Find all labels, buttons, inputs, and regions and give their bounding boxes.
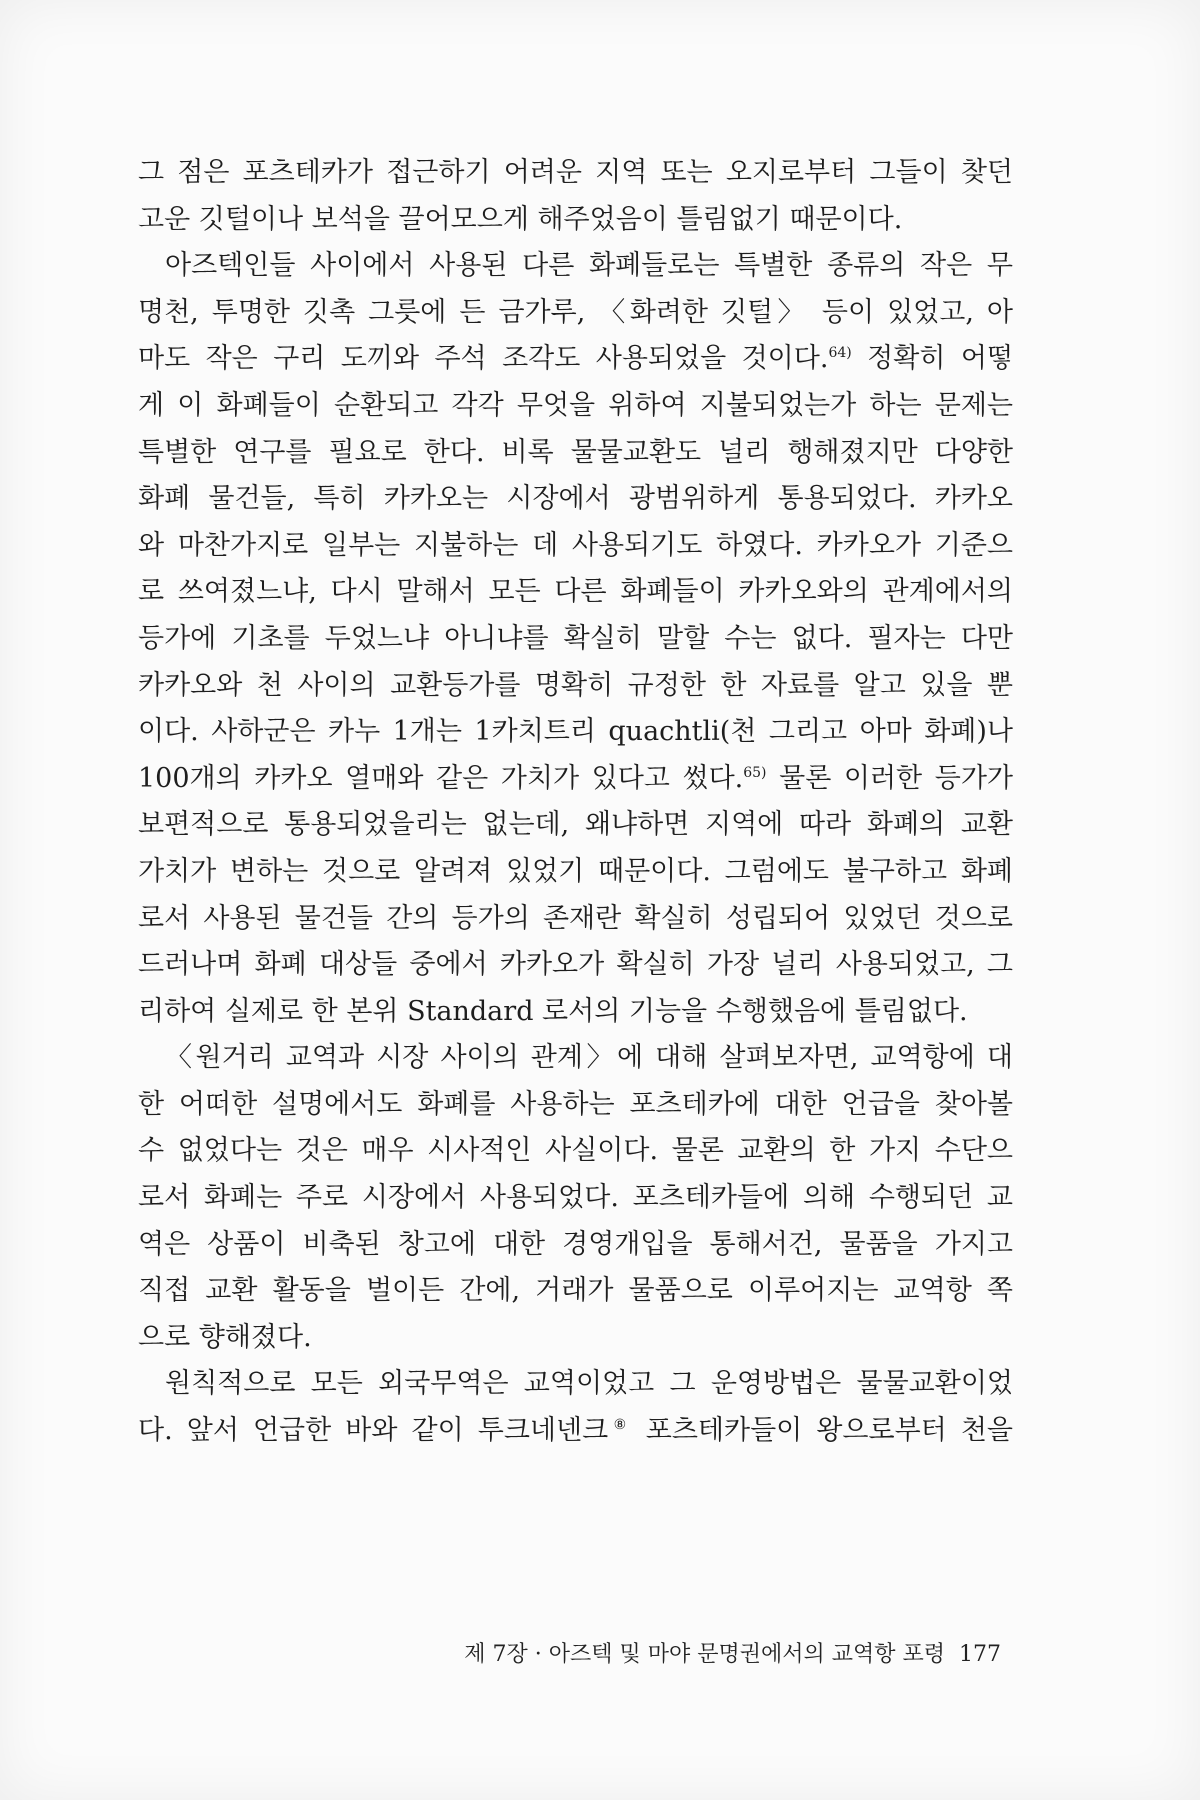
line-text: 으로 향해졌다. — [138, 1321, 312, 1353]
body-text — [138, 150, 1013, 1455]
line-text: 특별한 연구를 필요로 한다. 비록 물물교환도 널리 행해졌지만 다양한 — [138, 436, 1013, 468]
line-text: 마도 작은 구리 도끼와 주석 조각도 사용되었을 것이다. — [138, 343, 829, 375]
line-text: 명천, 투명한 깃촉 그릇에 든 금가루, 〈화려한 깃털〉 등이 있었고, 아 — [138, 296, 1013, 328]
line-text: 가치가 변하는 것으로 알려져 있었기 때문이다. 그럼에도 불구하고 화폐 — [138, 855, 1013, 887]
line-text: 수 없었다는 것은 매우 시사적인 사실이다. 물론 교환의 한 가지 수단으 — [138, 1135, 1013, 1167]
text-line — [138, 569, 1013, 616]
line-text: 아즈텍인들 사이에서 사용된 다른 화폐들로는 특별한 종류의 작은 무 — [165, 250, 1013, 282]
line-text: 역은 상품이 비축된 창고에 대한 경영개입을 통해서건, 물품을 가지고 — [138, 1228, 1013, 1260]
line-text: 로서 사용된 물건들 간의 등가의 존재란 확실히 성립되어 있었던 것으로 — [138, 902, 1013, 934]
text-line — [138, 1128, 1013, 1175]
text-line — [138, 1361, 1013, 1408]
text-line — [138, 1315, 1013, 1362]
line-text: 보편적으로 통용되었을리는 없는데, 왜냐하면 지역에 따라 화폐의 교환 — [138, 809, 1013, 841]
line-text: 화폐 물건들, 특히 카카오는 시장에서 광범위하게 통용되었다. 카카오 — [138, 483, 1013, 515]
text-line — [138, 523, 1013, 570]
line-text: 게 이 화폐들이 순환되고 각각 무엇을 위하여 지불되었는가 하는 문제는 — [138, 389, 1013, 421]
text-line — [138, 849, 1013, 896]
text-line — [138, 430, 1013, 477]
page-number: 177 — [959, 1642, 1001, 1667]
text-line — [138, 709, 1013, 756]
text-line — [138, 1175, 1013, 1222]
text-line — [138, 756, 1013, 803]
line-text-continued: 포츠테카들이 왕으로부터 천을 — [631, 1415, 1013, 1447]
running-footer — [0, 1637, 1001, 1668]
text-line — [138, 336, 1013, 383]
line-text-continued: 정확히 어떻 — [851, 343, 1013, 375]
line-text: 드러나며 화폐 대상들 중에서 카카오가 확실히 가장 널리 사용되었고, 그 — [138, 949, 1013, 981]
footnote-marker: ⑧ — [608, 1417, 632, 1434]
text-line — [138, 476, 1013, 523]
text-line — [138, 1082, 1013, 1129]
text-line — [138, 802, 1013, 849]
line-text: 〈원거리 교역과 시장 사이의 관계〉에 대해 살펴보자면, 교역항에 대 — [165, 1042, 1013, 1074]
line-text: 한 어떠한 설명에서도 화폐를 사용하는 포츠테카에 대한 언급을 찾아볼 — [138, 1088, 1013, 1120]
text-line — [138, 896, 1013, 943]
line-text: 로 쓰여졌느냐, 다시 말해서 모든 다른 화폐들이 카카오와의 관계에서의 — [138, 576, 1013, 608]
text-line — [138, 383, 1013, 430]
line-text: 등가에 기초를 두었느냐 아니냐를 확실히 말할 수는 없다. 필자는 다만 — [138, 622, 1013, 654]
text-line — [138, 616, 1013, 663]
text-line — [138, 1268, 1013, 1315]
text-line — [138, 1222, 1013, 1269]
line-text: 100개의 카카오 열매와 같은 가치가 있다고 썼다. — [138, 762, 744, 794]
text-line — [138, 989, 1013, 1036]
line-text: 다. 앞서 언급한 바와 같이 투크네넨크 — [138, 1415, 609, 1447]
line-text-continued: 물론 이러한 등가가 — [766, 762, 1013, 794]
line-text: 원칙적으로 모든 외국무역은 교역이었고 그 운영방법은 물물교환이었 — [165, 1368, 1013, 1400]
line-text: 고운 깃털이나 보석을 끌어모으게 해주었음이 틀림없기 때문이다. — [138, 203, 903, 235]
text-line — [138, 197, 1013, 244]
text-line — [138, 243, 1013, 290]
text-line — [138, 942, 1013, 989]
text-line — [138, 663, 1013, 710]
footnote-marker: 65) — [743, 764, 767, 781]
line-text: 와 마찬가지로 일부는 지불하는 데 사용되기도 하였다. 카카오가 기준으 — [138, 529, 1013, 561]
line-text: 리하여 실제로 한 본위 Standard 로서의 기능을 수행했음에 틀림없다. — [138, 995, 968, 1027]
line-text: 그 점은 포츠테카가 접근하기 어려운 지역 또는 오지로부터 그들이 찾던 — [138, 157, 1013, 188]
text-line — [138, 290, 1013, 337]
chapter-title: 제 7장 · 아즈텍 및 마야 문명권에서의 교역항 포령 — [464, 1642, 945, 1667]
line-text: 직접 교환 활동을 벌이든 간에, 거래가 물품으로 이루어지는 교역항 쪽 — [138, 1275, 1013, 1307]
line-text: 로서 화폐는 주로 시장에서 사용되었다. 포츠테카들에 의해 수행되던 교 — [138, 1182, 1013, 1214]
line-text: 카카오와 천 사이의 교환등가를 명확히 규정한 한 자료를 알고 있을 뿐 — [138, 669, 1013, 701]
text-line — [138, 1035, 1013, 1082]
footnote-marker: 64) — [828, 345, 852, 362]
text-line — [138, 150, 1013, 197]
line-text: 이다. 사하군은 카누 1개는 1카치트리 quachtli(천 그리고 아마 화폐)나 — [138, 716, 1013, 748]
text-line — [138, 1408, 1013, 1455]
